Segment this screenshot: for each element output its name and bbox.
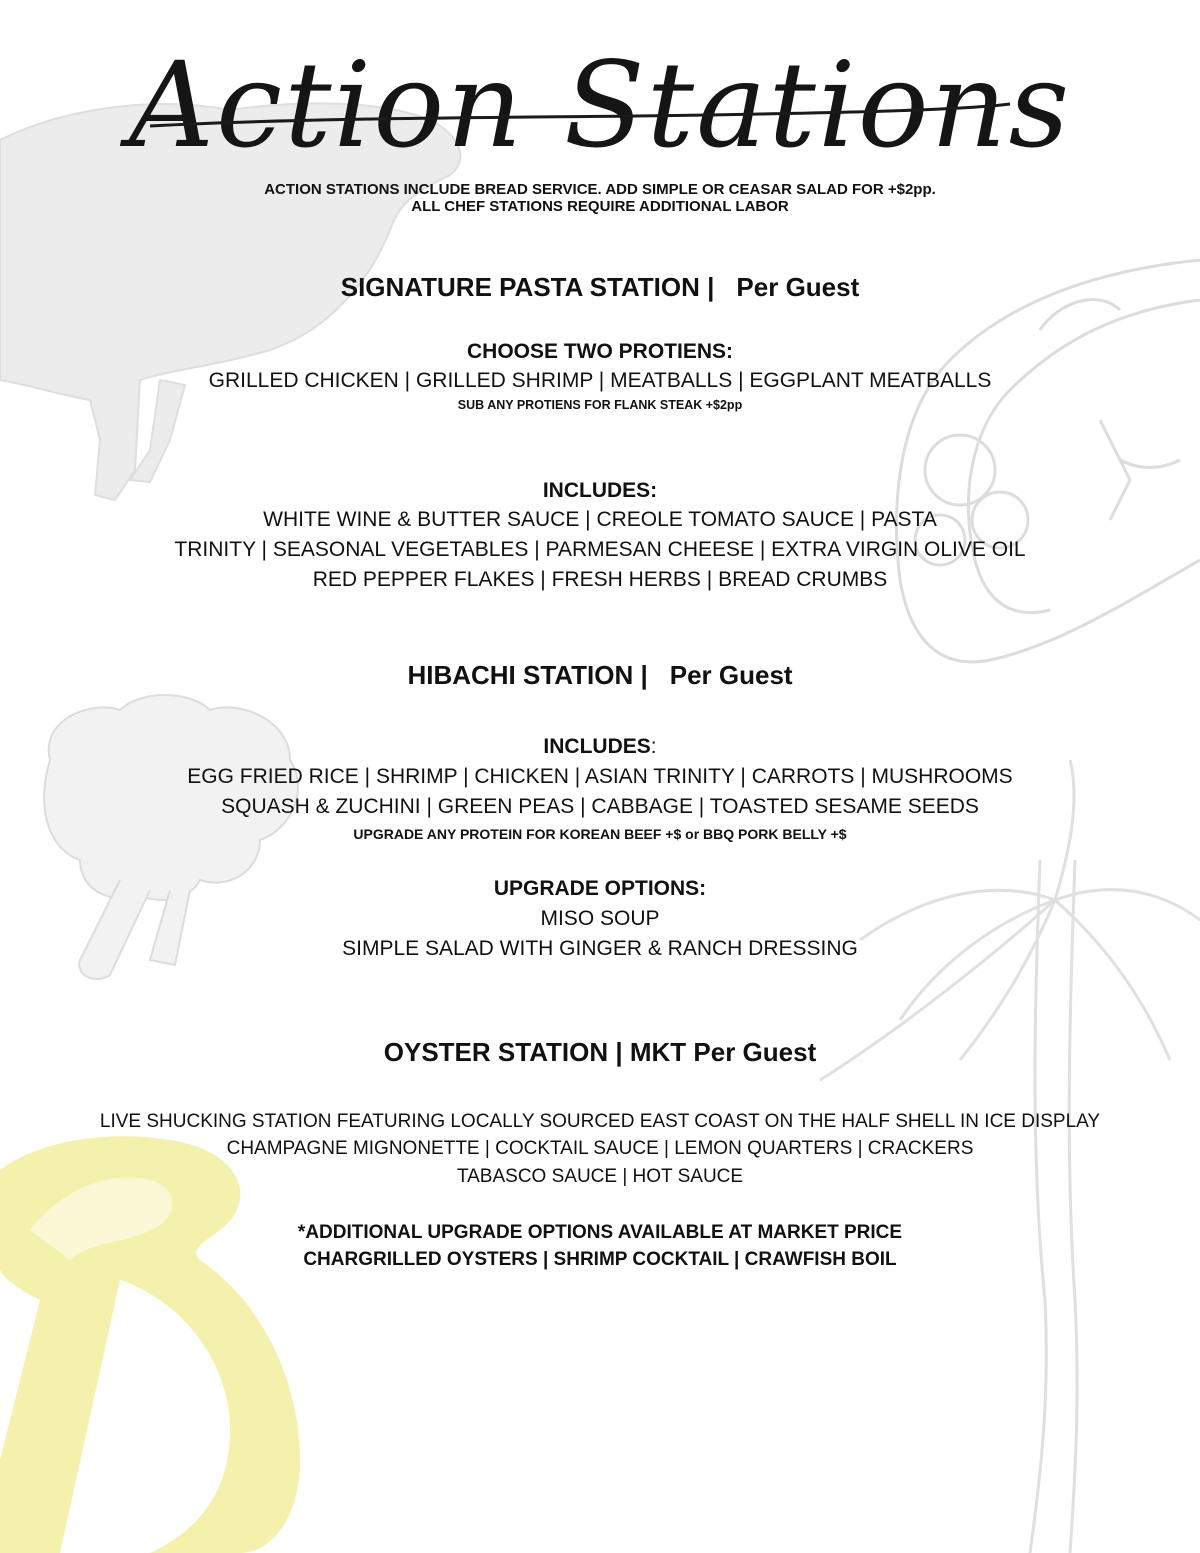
taco-illustration — [897, 260, 1200, 662]
hibachi-includes-colon: : — [650, 735, 657, 758]
title-underline-swash — [140, 96, 1020, 166]
pasta-station-price: Per Guest — [736, 272, 860, 302]
hibachi-upgrade-item: MISO SOUP — [540, 907, 660, 930]
hibachi-upgrade-item: SIMPLE SALAD WITH GINGER & RANCH DRESSING — [342, 937, 858, 960]
hibachi-upgrade-label: UPGRADE OPTIONS: — [493, 877, 707, 900]
pasta-includes-line: WHITE WINE & BUTTER SAUCE | CREOLE TOMATO SAUCE | PASTA — [263, 508, 937, 531]
oyster-description-line: LIVE SHUCKING STATION FEATURING LOCALLY SOURCED EAST COAST ON THE HALF SHELL IN ICE DISPLAY — [99, 1111, 1101, 1132]
page-title: Action Stations — [128, 36, 1072, 174]
oyster-additional-note: *ADDITIONAL UPGRADE OPTIONS AVAILABLE AT MARKET PRICE — [297, 1222, 903, 1243]
hibachi-includes-line: EGG FRIED RICE | SHRIMP | CHICKEN | ASIAN TRINITY | CARROTS | MUSHROOMS — [187, 765, 1013, 788]
hibachi-includes-label — [0, 735, 1200, 759]
header-note-labor: ALL CHEF STATIONS REQUIRE ADDITIONAL LABOR — [411, 198, 789, 215]
header-note-bread: ACTION STATIONS INCLUDE BREAD SERVICE. ADD SIMPLE OR CEASAR SALAD FOR +$2pp. — [264, 181, 936, 198]
hibachi-includes-line: SQUASH & ZUCHINI | GREEN PEAS | CABBAGE | TOASTED SESAME SEEDS — [221, 795, 979, 818]
monogram-logo — [0, 1136, 300, 1553]
hibachi-station-heading — [0, 660, 1200, 691]
pasta-station-heading — [0, 272, 1200, 303]
pasta-includes-label: INCLUDES: — [542, 479, 658, 502]
oyster-station-heading: OYSTER STATION | MKT Per Guest — [383, 1037, 817, 1067]
oyster-description-line: TABASCO SAUCE | HOT SAUCE — [456, 1166, 744, 1187]
pasta-protein-label: CHOOSE TWO PROTIENS: — [466, 340, 733, 363]
hibachi-includes-label-text: INCLUDES — [543, 735, 651, 758]
hibachi-upgrade-note: UPGRADE ANY PROTEIN FOR KOREAN BEEF +$ or BBQ PORK BELLY +$ — [353, 826, 847, 842]
oyster-additional-options: CHARGRILLED OYSTERS | SHRIMP COCKTAIL | CRAWFISH BOIL — [303, 1249, 897, 1270]
hibachi-station-price: Per Guest — [669, 660, 793, 690]
pasta-includes-line: TRINITY | SEASONAL VEGETABLES | PARMESAN CHEESE | EXTRA VIRGIN OLIVE OIL — [174, 538, 1026, 561]
oyster-description-line: CHAMPAGNE MIGNONETTE | COCKTAIL SAUCE | LEMON QUARTERS | CRACKERS — [226, 1138, 974, 1159]
pasta-includes-line: RED PEPPER FLAKES | FRESH HERBS | BREAD CRUMBS — [312, 568, 888, 591]
hibachi-station-title: HIBACHI STATION | — [407, 660, 648, 690]
pasta-protein-list: GRILLED CHICKEN | GRILLED SHRIMP | MEATBALLS | EGGPLANT MEATBALLS — [208, 369, 992, 392]
pasta-station-title: SIGNATURE PASTA STATION | — [340, 272, 715, 302]
pasta-sub-note: SUB ANY PROTIENS FOR FLANK STEAK +$2pp — [457, 398, 743, 412]
